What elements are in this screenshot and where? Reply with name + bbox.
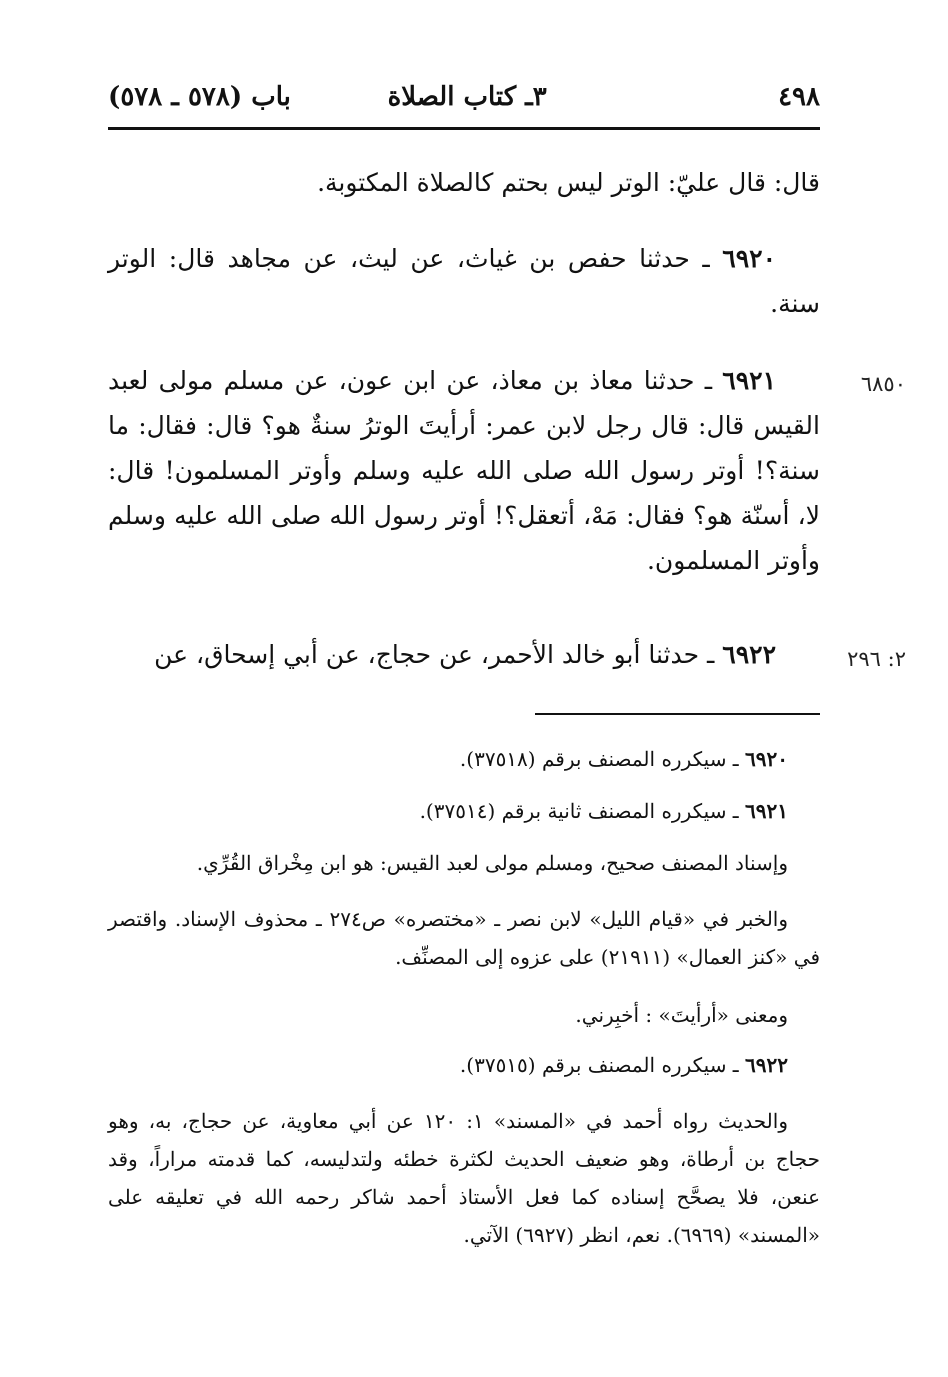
footnote-text: والخبر في «قيام الليل» لابن نصر ـ «مختصره» ص٢٧٤ ـ محذوف الإسناد. واقتصر في «كنز العمال» (٢١٩١١) على عزوه إلى المصنِّف. — [108, 907, 820, 969]
footnote-isnad — [108, 844, 820, 882]
hadith-number: ٦٩٢٠ — [722, 244, 776, 273]
chapter-heading: باب (٥٧٨ ـ ٥٧٨) — [108, 82, 291, 112]
hadith-text: ـ حدثنا معاذ بن معاذ، عن ابن عون، عن مسلم مولى لعبد القيس قال: قال رجل لابن عمر: أرأيتَ الوترُ سنةٌ هو؟ قال: فقال: ما سنة؟! أوتر رسول الله صلى الله عليه وسلم وأوتر المسلمون! قال: لا، أسنّة هو؟ فقال: مَهْ، أتعقل؟! أوتر رسول الله صلى الله عليه وسلم وأوتر المسلمون. — [108, 366, 820, 575]
footnote-number: ٦٩٢٢ — [745, 1053, 788, 1077]
paragraph-text: قال: قال عليّ: الوتر ليس بحتم كالصلاة المكتوبة. — [317, 168, 820, 197]
footnote-text: والحديث رواه أحمد في «المسند» ١: ١٢٠ عن أبي معاوية، عن حجاج، به، وهو حجاج بن أرطاة، وهو ضعيف الحديث لكثرة خطئه ولتدليسه، كما قدمته مراراً، وقد عنعن، فلا يصحَّح إسناده كما فعل الأستاذ أحمد شاكر رحمه الله في تعليقه على «المسند» (٦٩٦٩). نعم، انظر (٦٩٢٧) الآتي. — [108, 1109, 820, 1247]
hadith-6920 — [108, 236, 820, 326]
hadith-text: ـ حدثنا أبو خالد الأحمر، عن حجاج، عن أبي إسحاق، عن — [154, 640, 723, 669]
footnote-6922 — [108, 1046, 820, 1084]
page-number: ٤٩٨ — [778, 82, 820, 112]
footnote-text: ـ سيكرره المصنف برقم (٣٧٥١٨). — [459, 747, 746, 771]
footnote-khabar — [108, 900, 820, 976]
hadith-6922 — [108, 632, 820, 677]
footnote-text: ـ سيكرره المصنف ثانية برقم (٣٧٥١٤). — [419, 799, 746, 823]
hadith-6921 — [108, 358, 820, 583]
footnote-text: وإسناد المصنف صحيح، ومسلم مولى لعبد القيس: هو ابن مِخْراق القُرِّي. — [196, 851, 788, 875]
hadith-text: ـ حدثنا حفص بن غياث، عن ليث، عن مجاهد قال: الوتر سنة. — [108, 244, 820, 318]
paragraph-intro — [108, 160, 820, 205]
margin-note-6850: ٦٨٥٠ — [860, 372, 906, 396]
footnote-hadith-ahmad — [108, 1102, 820, 1254]
book-title: ٣ـ كتاب الصلاة — [387, 82, 547, 112]
footnote-meaning — [108, 996, 820, 1034]
hadith-number: ٦٩٢١ — [722, 366, 776, 395]
footnote-text: ومعنى «أرأيتَ» : أخبِرني. — [575, 1003, 788, 1027]
footnote-6921 — [108, 792, 820, 830]
header-rule — [108, 127, 820, 130]
footnote-rule — [535, 713, 820, 715]
footnote-number: ٦٩٢٠ — [745, 747, 788, 771]
hadith-number: ٦٩٢٢ — [722, 640, 776, 669]
footnote-6920 — [108, 740, 820, 778]
margin-note-296: ٢: ٢٩٦ — [847, 647, 906, 671]
footnote-number: ٦٩٢١ — [745, 799, 788, 823]
running-header — [108, 82, 820, 122]
footnote-text: ـ سيكرره المصنف برقم (٣٧٥١٥). — [459, 1053, 746, 1077]
